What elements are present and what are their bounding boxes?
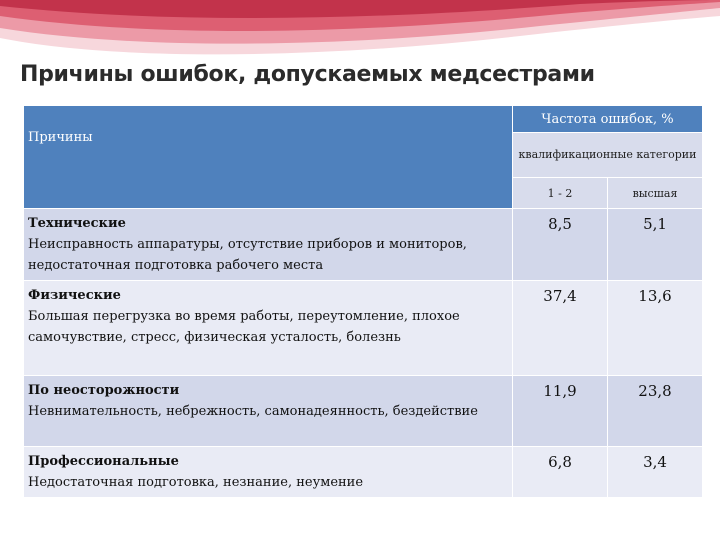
- table-row: [24, 376, 703, 447]
- cause-name: Технические: [28, 216, 126, 231]
- table-row: [24, 209, 703, 281]
- value-category-1-2: 8,5: [513, 209, 608, 281]
- cause-name: Профессиональные: [28, 454, 179, 469]
- cause-name: Физические: [28, 288, 121, 303]
- decorative-swoosh: [0, 0, 720, 70]
- table-row: [24, 447, 703, 498]
- value-category-highest: 23,8: [608, 376, 703, 447]
- cause-cell: [24, 281, 513, 376]
- value-category-1-2: 37,4: [513, 281, 608, 376]
- value-category-highest: 13,6: [608, 281, 703, 376]
- cause-details: Большая перегрузка во время работы, переутомление, плохое самочувствие, стресс, физическая усталость, болезнь: [28, 309, 460, 345]
- cause-details: Невнимательность, небрежность, самонадеянность, бездействие: [28, 404, 478, 419]
- cause-cell: [24, 376, 513, 447]
- errors-table: [23, 105, 703, 498]
- subheader-category-highest: высшая: [608, 178, 703, 209]
- cause-name: По неосторожности: [28, 383, 180, 398]
- header-causes: Причины: [24, 106, 513, 209]
- table-row: [24, 281, 703, 376]
- value-category-highest: 5,1: [608, 209, 703, 281]
- cause-cell: [24, 447, 513, 498]
- cause-details: Недостаточная подготовка, незнание, неумение: [28, 475, 364, 490]
- header-frequency: Частота ошибок, %: [513, 106, 703, 133]
- value-category-1-2: 6,8: [513, 447, 608, 498]
- subheader-category-1-2: 1 - 2: [513, 178, 608, 209]
- cause-details: Неисправность аппаратуры, отсутствие приборов и мониторов, недостаточная подготовка рабочего места: [28, 237, 467, 273]
- header-qualification: квалификационные категории: [513, 133, 703, 178]
- page-title: Причины ошибок, допускаемых медсестрами: [20, 62, 595, 87]
- value-category-1-2: 11,9: [513, 376, 608, 447]
- cause-cell: [24, 209, 513, 281]
- value-category-highest: 3,4: [608, 447, 703, 498]
